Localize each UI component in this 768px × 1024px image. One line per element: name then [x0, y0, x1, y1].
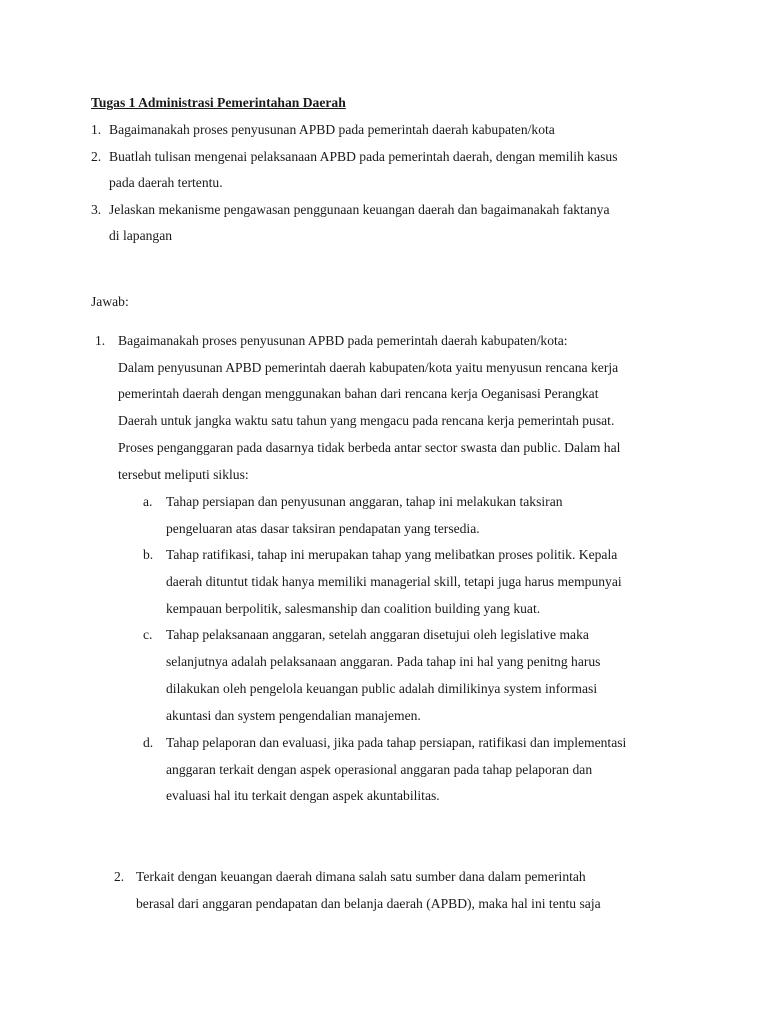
list-item-text: kempauan berpolitik, salesmanship dan coalition building yang kuat. — [166, 601, 541, 616]
list-item-letter: d. — [143, 735, 154, 750]
question-text: Jelaskan mekanisme pengawasan penggunaan keuangan daerah dan bagaimanakah faktanya — [109, 202, 610, 217]
answer-number: 1. — [95, 333, 106, 348]
list-item-text: Tahap persiapan dan penyusunan anggaran, tahap ini melakukan taksiran — [166, 494, 563, 509]
question-text: di lapangan — [109, 228, 173, 243]
answer-paragraph-line: tersebut meliputi siklus: — [118, 467, 249, 482]
document-title: Tugas 1 Administrasi Pemerintahan Daerah — [91, 95, 346, 110]
list-item-text: Tahap pelaporan dan evaluasi, jika pada tahap persiapan, ratifikasi dan implementasi — [166, 735, 627, 750]
question-text: Bagaimanakah proses penyusunan APBD pada pemerintah daerah kabupaten/kota — [109, 122, 555, 137]
question-text-span: Buatlah tulisan mengenai pelaksanaan APBD pada pemerintah daerah, dengan memilih kasus — [109, 149, 618, 164]
list-item-text: anggaran terkait dengan aspek operasional anggaran pada tahap pelaporan dan — [166, 762, 593, 777]
answer-number: 2. — [114, 869, 125, 884]
question-text — [109, 148, 679, 166]
list-item-text: dilakukan oleh pengelola keuangan public adalah dimilikinya system informasi — [166, 681, 598, 696]
answer-label: Jawab: — [91, 294, 129, 309]
list-item-text: akuntasi dan system pengendalian manajemen. — [166, 708, 421, 723]
answer-paragraph-line: pemerintah daerah dengan menggunakan bahan dari rencana kerja Oeganisasi Perangkat — [118, 386, 599, 401]
list-item-letter: c. — [143, 627, 153, 642]
question-number: 3. — [91, 202, 102, 217]
list-item-text: evaluasi hal itu terkait dengan aspek akuntabilitas. — [166, 788, 440, 803]
list-item-text: Tahap ratifikasi, tahap ini merupakan tahap yang melibatkan proses politik. Kepala — [166, 547, 618, 562]
answer-paragraph-line: berasal dari anggaran pendapatan dan belanja daerah (APBD), maka hal ini tentu saja — [136, 896, 601, 911]
list-item-letter: b. — [143, 547, 154, 562]
answer-paragraph-line: Daerah untuk jangka waktu satu tahun yang mengacu pada rencana kerja pemerintah pusat. — [118, 413, 615, 428]
list-item-text: Tahap pelaksanaan anggaran, setelah anggaran disetujui oleh legislative maka — [166, 627, 589, 642]
list-item-text: selanjutnya adalah pelaksanaan anggaran. Pada tahap ini hal yang penitng harus — [166, 654, 601, 669]
list-item-text: pengeluaran atas dasar taksiran pendapatan yang tersedia. — [166, 521, 480, 536]
answer-paragraph-line: Terkait dengan keuangan daerah dimana salah satu sumber dana dalam pemerintah — [136, 869, 586, 884]
list-item-letter: a. — [143, 494, 153, 509]
answer-heading: Bagaimanakah proses penyusunan APBD pada pemerintah daerah kabupaten/kota: — [118, 333, 568, 348]
answer-paragraph-line: Proses penganggaran pada dasarnya tidak berbeda antar sector swasta dan public. Dalam hal — [118, 440, 621, 455]
list-item-text: daerah dituntut tidak hanya memiliki managerial skill, tetapi juga harus mempunyai — [166, 574, 622, 589]
question-number: 1. — [91, 122, 102, 137]
answer-paragraph-line: Dalam penyusunan APBD pemerintah daerah kabupaten/kota yaitu menyusun rencana kerja — [118, 360, 619, 375]
question-text: pada daerah tertentu. — [109, 175, 223, 190]
question-number: 2. — [91, 149, 102, 164]
